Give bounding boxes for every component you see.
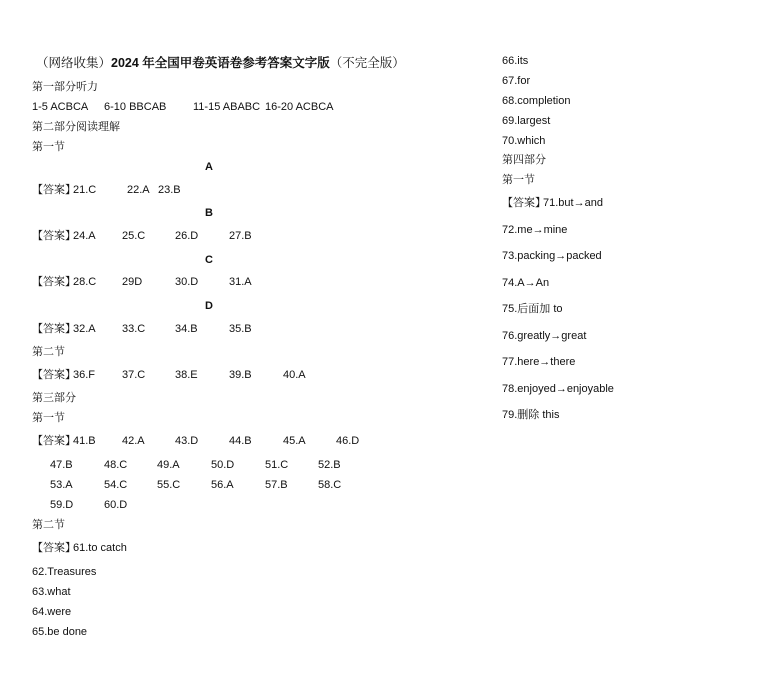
answer-32: 32.A <box>73 323 96 335</box>
answer-63: 63.what <box>32 586 71 598</box>
part4-heading: 第四部分 <box>502 154 546 166</box>
answer-53: 53.A <box>50 479 73 491</box>
part1-answer-3: 11-15 ABABC <box>193 101 261 113</box>
answer-47: 47.B <box>50 459 73 471</box>
answer-77: 77.here→there <box>502 356 576 368</box>
title-prefix: （网络收集） <box>36 56 112 70</box>
answer-34: 34.B <box>175 323 198 335</box>
answer-44: 44.B <box>229 435 252 447</box>
answer-78: 78.enjoyed→enjoyable <box>502 383 614 395</box>
answer-31: 31.A <box>229 276 252 288</box>
part3-section1-heading: 第一节 <box>32 412 65 424</box>
answer-73: 73.packing→packed <box>502 250 602 262</box>
part4-answer-tag: 【答案】 <box>502 197 546 209</box>
answer-59: 59.D <box>50 499 74 511</box>
answer-27: 27.B <box>229 230 252 242</box>
part3-answer-tag: 【答案】 <box>32 435 76 447</box>
answer-37: 37.C <box>122 369 146 381</box>
part1-answer-2: 6-10 BBCAB <box>104 101 167 113</box>
passage-a-answer-tag: 【答案】 <box>32 184 76 196</box>
passage-b-label: B <box>205 207 213 219</box>
answer-40: 40.A <box>283 369 306 381</box>
part2-section1-heading: 第一节 <box>32 141 65 153</box>
title-suffix: （不完全版） <box>329 56 405 70</box>
answer-46: 46.D <box>336 435 360 447</box>
answer-54: 54.C <box>104 479 128 491</box>
part2-section2-heading: 第二节 <box>32 346 65 358</box>
answer-42: 42.A <box>122 435 145 447</box>
passage-a-label: A <box>205 161 213 173</box>
answer-71: 71.but→and <box>543 197 603 209</box>
answer-21: 21.C <box>73 184 97 196</box>
answer-49: 49.A <box>157 459 180 471</box>
part3-section2-answer-tag: 【答案】 <box>32 542 76 554</box>
answer-38: 38.E <box>175 369 198 381</box>
answer-35: 35.B <box>229 323 252 335</box>
answer-50: 50.D <box>211 459 235 471</box>
answer-43: 43.D <box>175 435 199 447</box>
answer-51: 51.C <box>265 459 289 471</box>
part4-section1-heading: 第一节 <box>502 174 535 186</box>
answer-68: 68.completion <box>502 95 571 107</box>
part1-heading: 第一部分听力 <box>32 81 98 93</box>
answer-41: 41.B <box>73 435 96 447</box>
answer-74: 74.A→An <box>502 277 550 289</box>
answer-25: 25.C <box>122 230 146 242</box>
answer-30: 30.D <box>175 276 199 288</box>
answer-56: 56.A <box>211 479 234 491</box>
answer-61: 61.to catch <box>73 542 127 554</box>
answer-69: 69.largest <box>502 115 551 127</box>
answer-33: 33.C <box>122 323 146 335</box>
answer-76: 76.greatly→great <box>502 330 587 342</box>
passage-c-label: C <box>205 254 213 266</box>
answer-64: 64.were <box>32 606 72 618</box>
part1-answer-1: 1-5 ACBCA <box>32 101 89 113</box>
answer-28: 28.C <box>73 276 97 288</box>
part1-answer-4: 16-20 ACBCA <box>265 101 334 113</box>
answer-45: 45.A <box>283 435 306 447</box>
answer-70: 70.which <box>502 135 546 147</box>
answer-23: 23.B <box>158 184 181 196</box>
answer-72: 72.me→mine <box>502 224 568 236</box>
answer-62: 62.Treasures <box>32 566 97 578</box>
answer-58: 58.C <box>318 479 342 491</box>
passage-d-label: D <box>205 300 213 312</box>
answer-48: 48.C <box>104 459 128 471</box>
answer-29: 29D <box>122 276 143 288</box>
answer-39: 39.B <box>229 369 252 381</box>
answer-24: 24.A <box>73 230 96 242</box>
answer-52: 52.B <box>318 459 341 471</box>
answer-60: 60.D <box>104 499 128 511</box>
part3-heading: 第三部分 <box>32 392 76 404</box>
passage-b-answer-tag: 【答案】 <box>32 230 76 242</box>
part2-section2-answer-tag: 【答案】 <box>32 369 76 381</box>
answer-75: 75.后面加 to <box>502 303 563 315</box>
answer-65: 65.be done <box>32 626 88 638</box>
answer-26: 26.D <box>175 230 199 242</box>
passage-c-answer-tag: 【答案】 <box>32 276 76 288</box>
passage-d-answer-tag: 【答案】 <box>32 323 76 335</box>
answer-36: 36.F <box>73 369 96 381</box>
part2-heading: 第二部分阅读理解 <box>32 121 120 133</box>
answer-55: 55.C <box>157 479 181 491</box>
answer-79: 79.删除 this <box>502 409 560 421</box>
answer-57: 57.B <box>265 479 288 491</box>
page-title <box>36 57 405 70</box>
answer-67: 67.for <box>502 75 531 87</box>
answer-22: 22.A <box>127 184 150 196</box>
title-main: 2024 年全国甲卷英语卷参考答案文字版 <box>111 56 330 70</box>
part3-section2-heading: 第二节 <box>32 519 65 531</box>
answer-66: 66.its <box>502 55 529 67</box>
